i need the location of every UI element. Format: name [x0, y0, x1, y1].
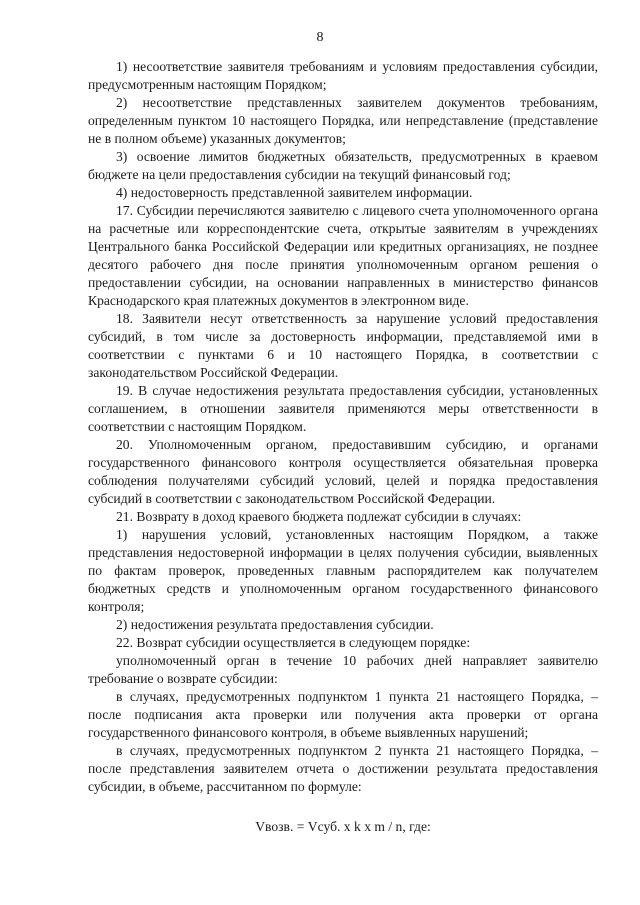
- paragraph: 4) недостоверность представленной заявителем информации.: [116, 185, 473, 200]
- paragraph: 2) несоответствие представленных заявителем документов требованиям, определенным пунктом 10 настоящего Порядка, или непредставление (представление не в полном объеме) указанных документов;: [88, 95, 598, 146]
- paragraph: 3) освоение лимитов бюджетных обязательств, предусмотренных в краевом бюджете на цели предоставления субсидии на текущий финансовый год;: [88, 149, 598, 182]
- formula: Vвозв. = Vсуб. x k x m / n, где:: [255, 819, 431, 834]
- paragraph: 2) недостижения результата предоставления субсидии.: [116, 617, 434, 632]
- paragraph: 21. Возврату в доход краевого бюджета подлежат субсидии в случаях:: [116, 509, 522, 524]
- paragraph: 17. Субсидии перечисляются заявителю с лицевого счета уполномоченного органа на расчетные или корреспондентские счета, открытые заявителям в учреждениях Центрального банка Российской Федерации или кредитных организациях, не позднее десятого рабочего дня после принятия уполномоченным органом решения о предоставлении субсидии, на основании направленных в министерство финансов Краснодарского края платежных документов в электронном виде.: [88, 203, 598, 308]
- document-body: [88, 58, 598, 836]
- paragraph: уполномоченный орган в течение 10 рабочих дней направляет заявителю требование о возврате субсидии:: [88, 653, 598, 686]
- paragraph: 1) несоответствие заявителя требованиям и условиям предоставления субсидии, предусмотренным настоящим Порядком;: [88, 59, 598, 92]
- paragraph: в случаях, предусмотренных подпунктом 1 пункта 21 настоящего Порядка, – после подписания акта проверки или получения акта проверки от органа государственного финансового контроля, в объеме выявленных нарушений;: [88, 689, 598, 740]
- paragraph: 20. Уполномоченным органом, предоставившим субсидию, и органами государственного финансового контроля осуществляется обязательная проверка соблюдения получателями субсидий условий, целей и порядка предоставления субсидий в соответствии с законодательством Российской Федерации.: [88, 437, 598, 506]
- page-number: 8: [316, 30, 324, 45]
- paragraph: в случаях, предусмотренных подпунктом 2 пункта 21 настоящего Порядка, – после представления заявителем отчета о достижении результата предоставления субсидии, в объеме, рассчитанном по формуле:: [88, 743, 598, 794]
- paragraph: 18. Заявители несут ответственность за нарушение условий предоставления субсидий, в том числе за достоверность информации, представляемой ими в соответствии с пунктами 6 и 10 настоящего Порядка, в соответствии с законодательством Российской Федерации.: [88, 311, 598, 380]
- paragraph: 22. Возврат субсидии осуществляется в следующем порядке:: [116, 635, 471, 650]
- paragraph: 19. В случае недостижения результата предоставления субсидии, установленных соглашением, в отношении заявителя применяются меры ответственности в соответствии с настоящим Порядком.: [88, 383, 598, 434]
- paragraph: 1) нарушения условий, установленных настоящим Порядком, а также представления недостоверной информации в целях получения субсидии, выявленных по фактам проверок, проведенных главным распорядителем как получателем бюджетных средств и уполномоченным органом государственного финансового контроля;: [88, 527, 598, 614]
